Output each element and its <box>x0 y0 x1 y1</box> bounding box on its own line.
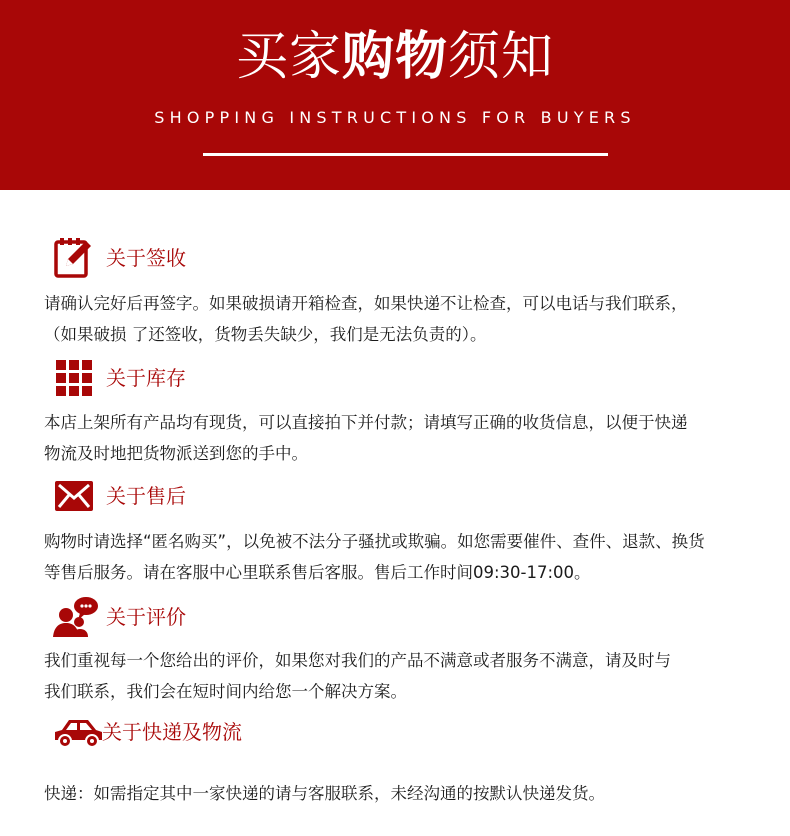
section-title: 关于库存 <box>106 366 186 390</box>
section-title: 关于快递及物流 <box>102 720 242 744</box>
chat-users-icon <box>52 595 96 639</box>
text-line: 购物时请选择“匿名购买”，以免被不法分子骚扰或欺骗。如您需要催件、查件、退款、换货 <box>44 532 705 551</box>
section-stock-text <box>44 407 788 469</box>
section-review-text <box>44 645 788 707</box>
pen-edit-icon <box>52 236 96 280</box>
title-part-3: 须知 <box>448 27 555 87</box>
section-title: 关于售后 <box>106 484 186 508</box>
section-title: 关于评价 <box>106 605 186 629</box>
grid-icon <box>52 356 96 400</box>
envelope-icon <box>52 474 96 518</box>
text-line: 本店上架所有产品均有现货，可以直接拍下并付款；请填写正确的收货信息，以便于快递 <box>44 413 688 432</box>
text-line: 我们联系，我们会在短时间内给您一个解决方案。 <box>44 682 407 701</box>
section-aftersales-text <box>44 526 788 588</box>
text-line: 请确认完好后再签字。如果破损请开箱检查，如果快递不让检查，可以电话与我们联系， <box>44 294 688 313</box>
title-part-2: 购物 <box>341 27 448 87</box>
car-icon <box>52 710 104 754</box>
text-line: 物流及时地把货物派送到您的手中。 <box>44 444 308 463</box>
title-part-1: 买家 <box>235 27 342 87</box>
text-line: 快递：如需指定其中一家快递的请与客服联系，未经沟通的按默认快递发货。 <box>44 784 605 803</box>
page-subtitle: SHOPPING INSTRUCTIONS FOR BUYERS <box>154 108 636 127</box>
section-signing-text <box>44 288 788 350</box>
text-line: 我们重视每一个您给出的评价，如果您对我们的产品不满意或者服务不满意，请及时与 <box>44 651 671 670</box>
page-title <box>0 26 790 88</box>
header-banner <box>0 0 790 190</box>
section-title: 关于签收 <box>106 246 186 270</box>
title-underline <box>203 153 608 156</box>
section-shipping-text <box>44 778 788 809</box>
text-line: 等售后服务。请在客服中心里联系售后客服。售后工作时间09:30-17:00。 <box>44 563 591 582</box>
text-line: （如果破损 了还签收，货物丢失缺少，我们是无法负责的）。 <box>44 325 487 344</box>
